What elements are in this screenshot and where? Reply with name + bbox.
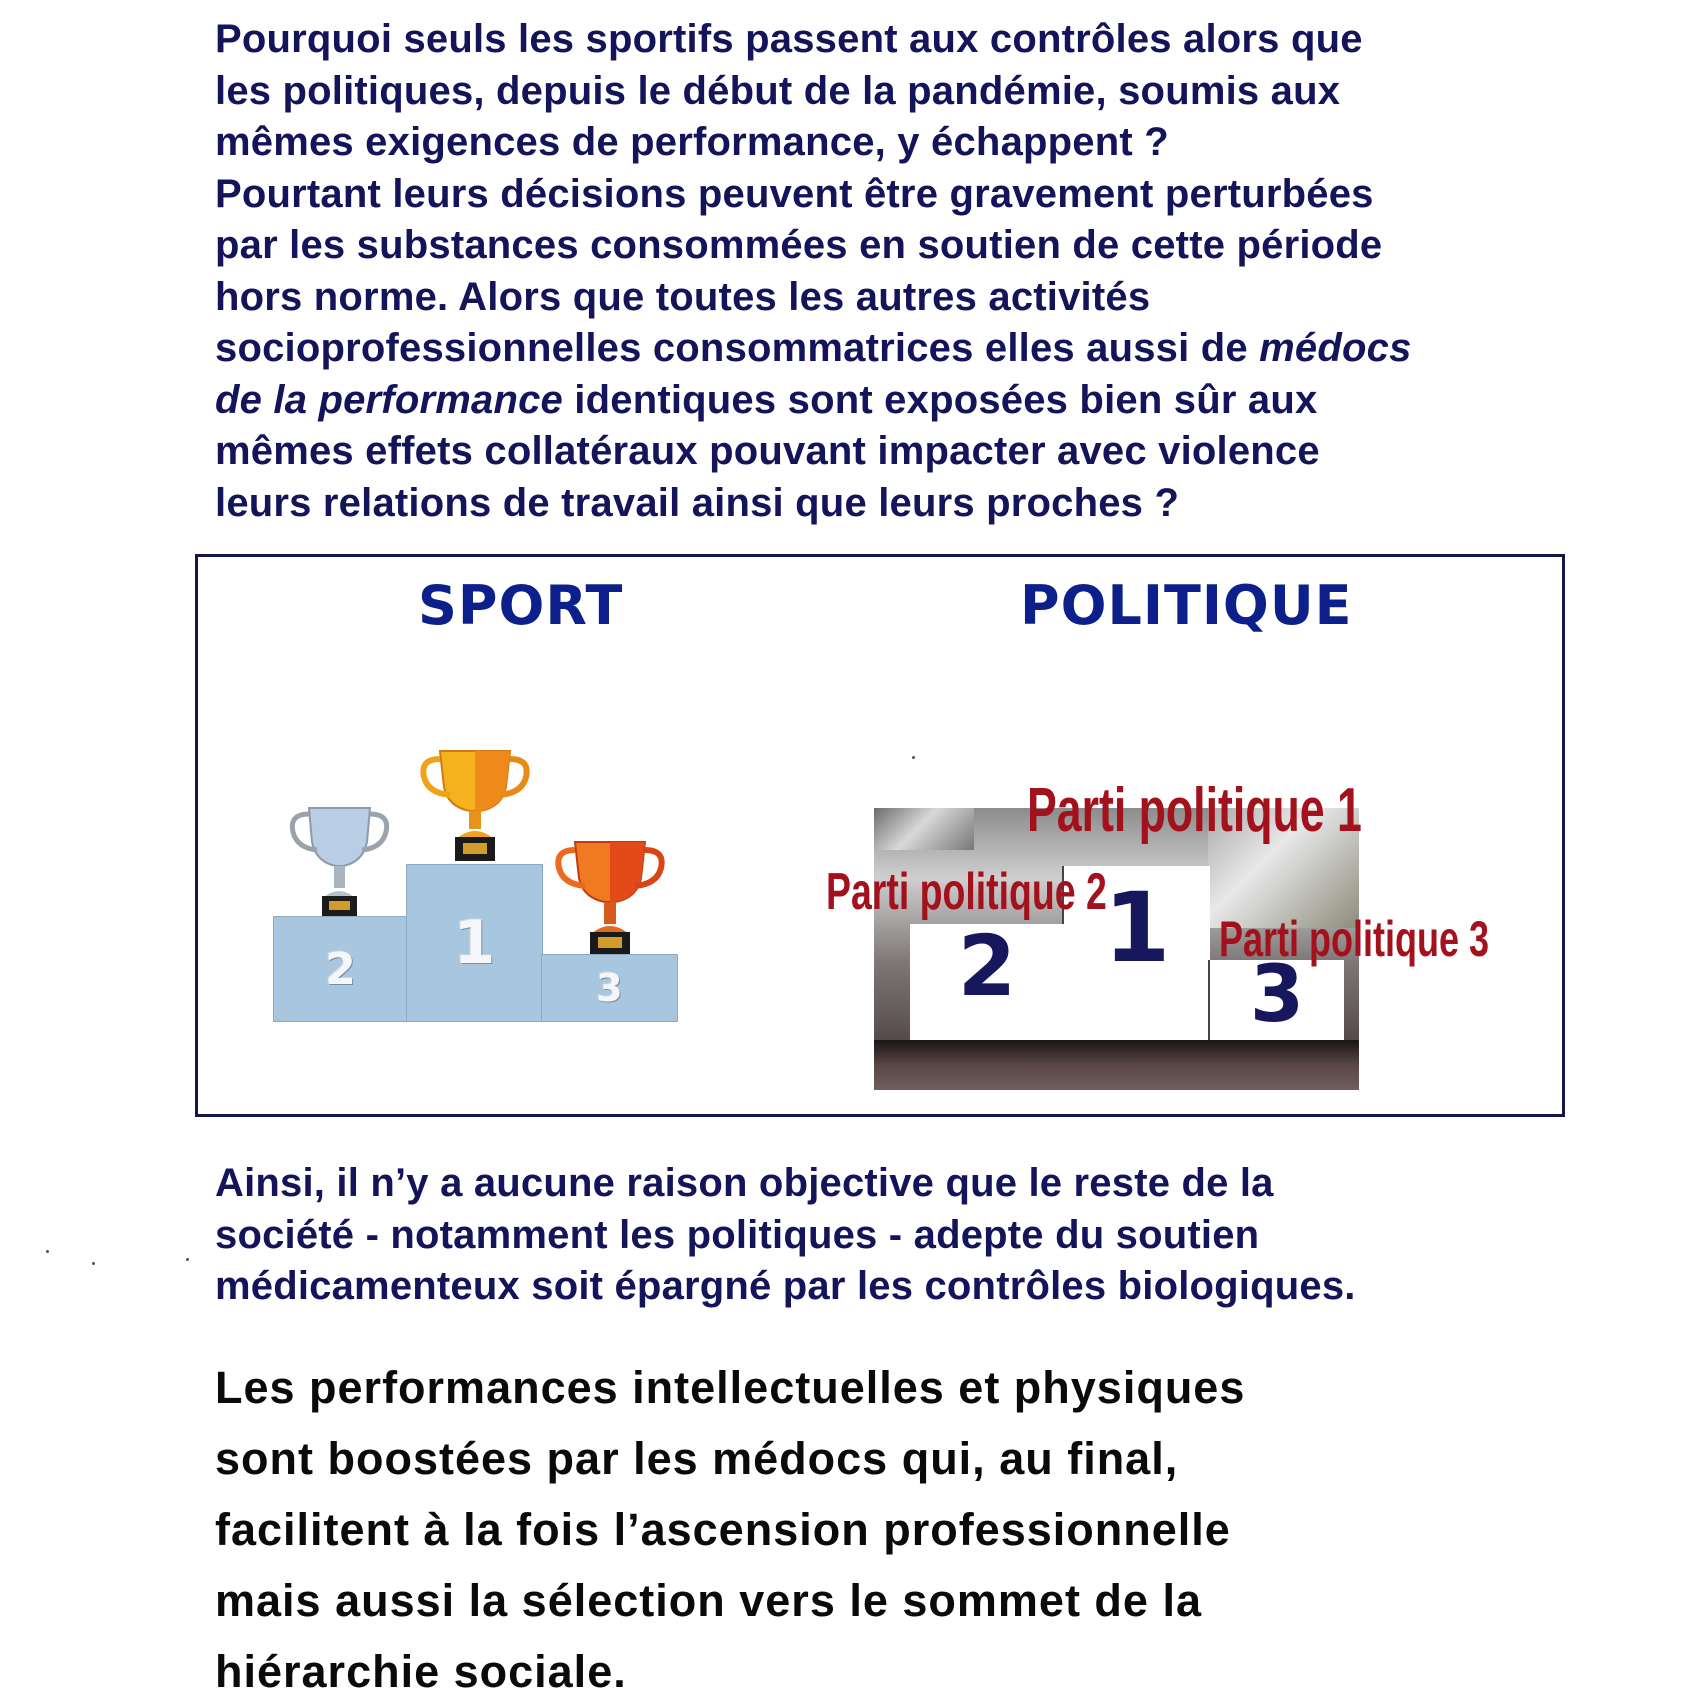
sport-rank-1: 1 <box>453 908 496 978</box>
gold-trophy-icon <box>420 747 530 863</box>
intro-line: les politiques, depuis le début de la pandémie, soumis aux <box>215 68 1341 113</box>
politique-rank-1: 1 <box>1103 872 1171 984</box>
intro-line: par les substances consommées en soutien de cette période <box>215 223 1383 267</box>
scan-speck <box>92 1262 95 1265</box>
closing-line: sont boostées par les médocs qui, au final, <box>215 1433 1179 1484</box>
closing-line: facilitent à la fois l’ascension professionnelle <box>215 1504 1231 1555</box>
intro-line-text: socioprofessionnelles consommatrices elles aussi de <box>215 326 1260 370</box>
intro-line: mêmes exigences de performance, y échappent ? <box>215 120 1169 164</box>
conclusion-paragraph <box>215 1158 1615 1313</box>
podium-base <box>874 1040 1359 1090</box>
sport-rank-2: 2 <box>325 943 356 995</box>
intro-line <box>215 323 1615 375</box>
bronze-trophy-icon <box>555 838 665 956</box>
sport-rank-3: 3 <box>596 966 623 1010</box>
party-label-3: Parti politique 3 <box>1219 911 1490 967</box>
sport-title: SPORT <box>418 574 624 637</box>
intro-line <box>215 375 1615 427</box>
scan-speck <box>186 1258 189 1261</box>
politique-rank-2: 2 <box>957 917 1017 1015</box>
closing-statement <box>215 1352 1615 1707</box>
conclusion-line: médicamenteux soit épargné par les contrôles biologiques. <box>215 1264 1356 1308</box>
politique-podium-step-2 <box>910 917 1064 1040</box>
intro-line: hors norme. Alors que toutes les autres activités <box>215 274 1151 319</box>
intro-line: mêmes effets collatéraux pouvant impacter avec violence <box>215 429 1320 473</box>
italic-medocs: médocs <box>1259 326 1412 370</box>
politique-podium-step-3 <box>1208 950 1344 1040</box>
conclusion-line: Ainsi, il n’y a aucune raison objective que le reste de la <box>215 1161 1274 1205</box>
intro-paragraph <box>215 14 1615 529</box>
intro-line: leurs relations de travail ainsi que leurs proches ? <box>215 480 1180 525</box>
closing-line: mais aussi la sélection vers le sommet de la <box>215 1575 1202 1626</box>
conclusion-line: société - notamment les politiques - adepte du soutien <box>215 1212 1260 1257</box>
scan-speck <box>912 756 915 759</box>
intro-line-text: identiques sont exposées bien sûr aux <box>562 377 1318 422</box>
intro-line: Pourtant leurs décisions peuvent être gravement perturbées <box>215 171 1374 216</box>
party-label-1: Parti politique 1 <box>1027 776 1362 845</box>
silver-trophy-icon <box>287 800 392 918</box>
politique-rank-3: 3 <box>1249 950 1305 1040</box>
podium-photo-shade <box>874 808 974 850</box>
closing-line: hiérarchie sociale. <box>215 1646 627 1697</box>
closing-line: Les performances intellectuelles et physiques <box>215 1362 1246 1413</box>
sport-podium-step-2 <box>273 916 408 1022</box>
politique-title: POLITIQUE <box>1020 574 1353 637</box>
sport-podium-step-3 <box>541 954 678 1022</box>
party-label-2: Parti politique 2 <box>826 863 1107 921</box>
italic-de-la-performance: de la performance <box>215 377 563 422</box>
intro-line: Pourquoi seuls les sportifs passent aux contrôles alors que <box>215 17 1363 61</box>
sport-podium-step-1 <box>406 864 543 1022</box>
scan-speck <box>46 1250 49 1253</box>
